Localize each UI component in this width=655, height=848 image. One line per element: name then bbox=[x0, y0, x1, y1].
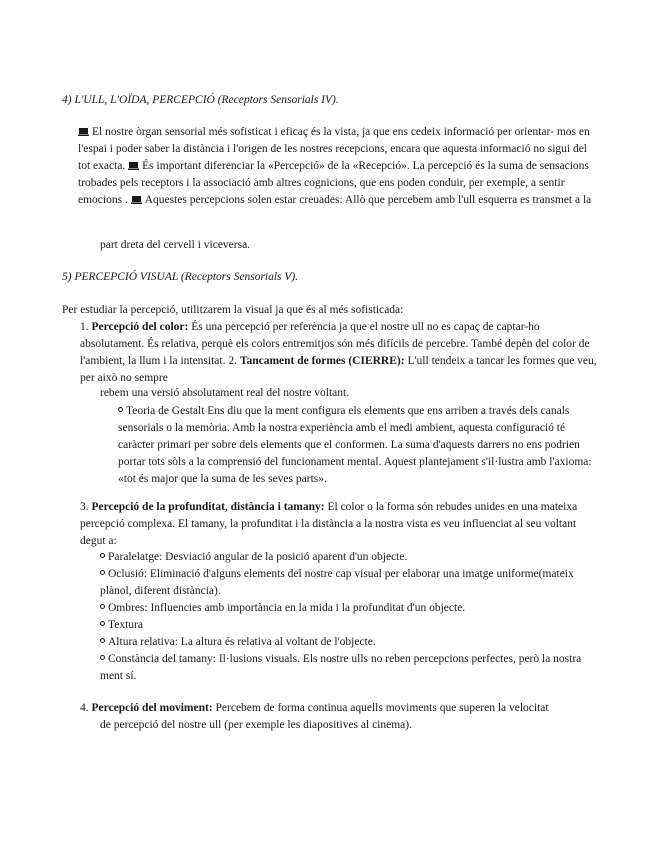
item-2-number: 2. bbox=[228, 355, 237, 367]
item-4-text: Percebem de forma continua aquells moviments que superen la velocitat bbox=[215, 702, 549, 714]
computer-icon bbox=[78, 128, 89, 136]
gestalt-paragraph bbox=[118, 403, 600, 488]
item-1-number: 1. bbox=[80, 321, 89, 333]
item-3-title: Percepció de la profunditat, distància i tamany: bbox=[91, 501, 325, 513]
sub-item-list bbox=[100, 549, 598, 685]
section-4-continuation: part dreta del cervell i viceversa. bbox=[100, 239, 251, 251]
sub-item: Textura bbox=[100, 617, 598, 634]
section-4-paragraph bbox=[78, 124, 598, 209]
bullet-circle-icon bbox=[100, 621, 105, 626]
item-3-number: 3. bbox=[80, 501, 89, 513]
paragraph-c: Aquestes percepcions solen estar creuades: Allò que percebem amb l'ull esquerra es transmet a la bbox=[144, 194, 592, 206]
item-2-title: Tancament de formes (CIERRE): bbox=[239, 355, 405, 367]
paragraph-a: El nostre òrgan sensorial més sofisticat i eficaç és la vista, ja que ens cedeix informació per orientar- mos en l'espai i poder saber la distància i l'origen de les nostres recepcions, encara que aquesta informació no sigui del tot exacta. bbox=[78, 126, 590, 172]
bullet-circle-icon bbox=[100, 570, 105, 575]
item-2-text: L'ull tendeix a tancar les formes que veu, per això no sempre bbox=[80, 355, 597, 384]
item-3-text: El color o la forma són rebudes unides en una mateixa percepció complexa. El tamany, la profunditat i la distància a la nostra vista es veu influenciat al seu voltant degut a: bbox=[80, 501, 578, 547]
item-1-text: És una percepció per referència ja que el nostre ull no es capaç de captar-ho absolutament. És relativa, perquè els colors entremitjos són més difícils de percebre. També depèn del color de l'ambient, la llum i la intensitat. bbox=[80, 321, 590, 367]
sub-item: Constància del tamany: Il·lusions visuals. Els nostre ulls no reben percepcions perfectes, però la nostra ment sí. bbox=[100, 653, 582, 682]
bullet-circle-icon bbox=[100, 604, 105, 609]
computer-icon bbox=[128, 162, 139, 170]
sub-item: Altura relativa: La altura és relativa al voltant de l'objecte. bbox=[100, 634, 598, 651]
list-item-1-2 bbox=[80, 319, 598, 387]
sub-item: Ombres: Influencies amb importància en la mida i la profunditat d'un objecte. bbox=[100, 600, 598, 617]
item-2-continuation: rebem una versió absolutament real del nostre voltant. bbox=[100, 387, 350, 399]
section-4-heading: 4) L'ULL, L'OÏDA, PERCEPCIÓ (Receptors Sensorials IV). bbox=[62, 94, 339, 106]
list-item-4 bbox=[80, 700, 598, 717]
section-5-heading: 5) PERCEPCIÓ VISUAL (Receptors Sensorials V). bbox=[62, 271, 299, 283]
paragraph-b: És important diferenciar la «Percepció» de la «Recepció». La percepció és la suma de sensacions trobades pels receptors i la associació amb altres cognicions, que ens poden conduir, per exemple, a sentir emocions . bbox=[78, 160, 589, 206]
bullet-circle-icon bbox=[100, 638, 105, 643]
section-5-intro: Per estudiar la percepció, utilitzarem la visual ja que és al més sofisticada: bbox=[62, 304, 404, 316]
item-4-continuation: de percepció del nostre ull (per exemple les diapositives al cinema). bbox=[100, 719, 412, 731]
item-4-title: Percepció del moviment: bbox=[91, 702, 213, 714]
bullet-circle-icon bbox=[100, 553, 105, 558]
gestalt-text: Teoria de Gestalt Ens diu que la ment configura els elements que ens arriben a través dels canals sensorials o la memòria. Amb la nostra experiència amb el medi ambient, aquesta configuració té caràcter primari per sobre dels elements que el conformen. La suma d'aquests darrers no ens podrien portar tots sòls a la comprensió del funcionament mental. Aquest plantejament s'il·lustra amb l'axioma: «tot és major que la suma de les seves parts». bbox=[118, 405, 592, 485]
sub-item: Oclusió: Eliminació d'alguns elements del nostre cap visual per elaborar una imatge uniforme(mateix plànol, diferent distància). bbox=[100, 568, 574, 597]
item-4-number: 4. bbox=[80, 702, 89, 714]
bullet-circle-icon bbox=[100, 655, 105, 660]
item-1-title: Percepció del color: bbox=[91, 321, 189, 333]
sub-item: Paralelatge: Desviació angular de la posició aparent d'un objecte. bbox=[100, 549, 598, 566]
bullet-circle-icon bbox=[118, 407, 123, 412]
list-item-3 bbox=[80, 499, 598, 550]
computer-icon bbox=[131, 196, 142, 204]
